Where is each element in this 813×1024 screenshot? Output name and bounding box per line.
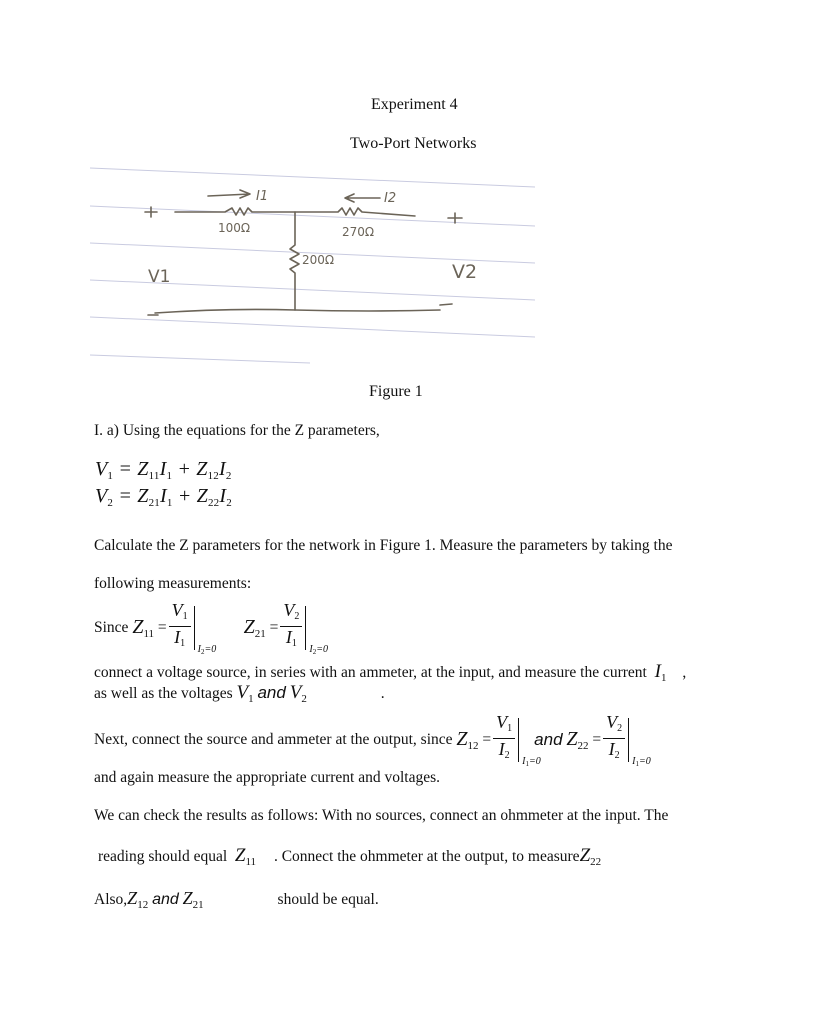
paragraph-reading: reading should equal $Z_{11}$ . Connect the ohmmeter at the output, to measureZ$_{22}$: [98, 845, 602, 868]
document-subtitle: Two-Port Networks: [350, 135, 477, 152]
current-i1: $I_1$: [654, 661, 667, 684]
z21-eval-bar: $I_2=0$: [305, 606, 307, 650]
shunt-resistor: [290, 212, 299, 310]
paragraph-check: We can check the results as follows: With no sources, connect an ohmmeter at the input. The: [94, 807, 669, 824]
label-r1: 100Ω: [218, 221, 251, 235]
paragraph-again: and again measure the appropriate current and voltages.: [94, 769, 441, 786]
z22-symbol: $Z_{22}$: [566, 727, 589, 752]
experiment-title: Experiment 4: [371, 96, 458, 113]
paragraph-also: $Also,Z_{12}$ and $Z_{21}$ should be equal.: [94, 888, 379, 911]
label-r3: 200Ω: [302, 253, 335, 267]
and-word: and: [534, 729, 563, 749]
paragraph-connect-line2: as well as the voltages $V_1$ and $V_2$ .: [94, 682, 385, 705]
z21-symbol: $Z_{21}$: [243, 615, 266, 640]
formula-z11-z21: Since $Z_{11}$ = $\frac{V_1}{I_1}$ $I_2=0$ $Z_{21}$ = $\frac{V_2}{I_1}$ $I_2=0$: [94, 600, 328, 656]
equation-v2: $V_2 = Z_{21}I_1 + Z_{22}I_2$: [95, 485, 232, 509]
wire-top-right: [295, 208, 415, 216]
z11-fraction: $\frac{V_1}{I_1}$: [169, 601, 191, 654]
z11-symbol: $Z_{11}$: [132, 615, 155, 640]
circuit-figure: [90, 160, 550, 370]
label-i2: I2: [384, 191, 397, 206]
i1-arrow: [208, 190, 250, 198]
z22-eval-bar: $I_1=0$: [628, 718, 630, 762]
label-v1: V1: [148, 267, 171, 287]
paragraph-calculate-line2: following measurements:: [94, 575, 252, 592]
z11-eval-bar: $I_2=0$: [194, 606, 196, 650]
z22-fraction: $\frac{V_2}{I_2}$: [603, 713, 625, 766]
section-heading: I. a) Using the equations for the Z parameters,: [94, 422, 380, 439]
z12-symbol: $Z_{12}$: [456, 727, 479, 752]
z12-eval-bar: $I_1=0$: [518, 718, 520, 762]
label-r2: 270Ω: [342, 225, 375, 239]
wire-bottom: [155, 309, 440, 313]
figure-caption: Figure 1: [369, 383, 423, 400]
paragraph-next: Next, connect the source and ammeter at the output, since $Z_{12}$ = $\frac{V_1}{I_2}$ $I_1=0$ and $Z_{22}$ = $\frac{V_2}{I_2}$ $I_1=0$: [94, 712, 651, 768]
paragraph-calculate-line1: Calculate the Z parameters for the network in Figure 1. Measure the parameters by taking the: [94, 537, 673, 554]
z12-fraction: $\frac{V_1}{I_2}$: [493, 713, 515, 766]
equation-v1: $V_1 = Z_{11}I_1 + Z_{12}I_2$: [95, 458, 232, 482]
paragraph-connect-line1: connect a voltage source, in series with an ammeter, at the input, and measure the current $I_1$ ,: [94, 661, 687, 684]
i2-arrow: [345, 194, 380, 202]
label-i1: I1: [256, 189, 269, 204]
since-label: Since: [94, 618, 129, 636]
z21-fraction: $\frac{V_2}{I_1}$: [280, 601, 302, 654]
label-v2: V2: [452, 261, 478, 283]
